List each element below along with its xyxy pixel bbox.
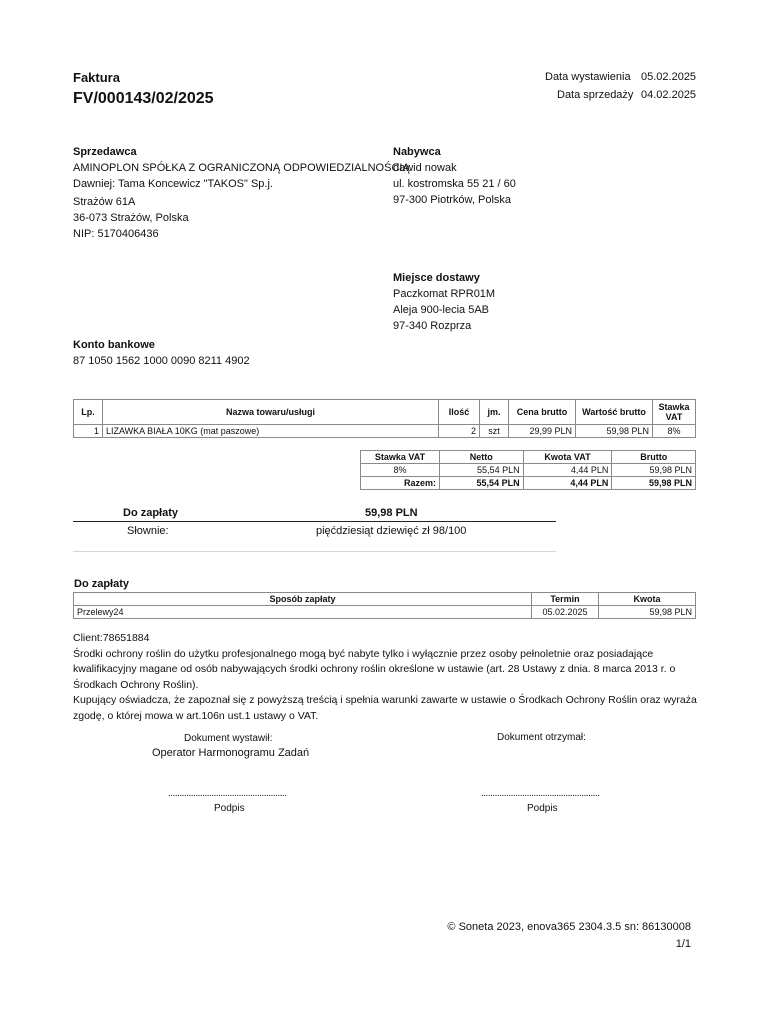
header-unit-price: Cena brutto (509, 400, 576, 425)
payment-amount: 59,98 PLN (599, 606, 696, 619)
vat-header-row (361, 451, 696, 464)
seller-city: 36-073 Strażów, Polska (73, 212, 189, 224)
item-lp: 1 (74, 425, 103, 438)
seller-nip: NIP: 5170406436 (73, 228, 159, 240)
buyer-city: 97-300 Piotrków, Polska (393, 194, 512, 206)
vat-rate: 8% (361, 464, 440, 477)
vat-net: 55,54 PLN (440, 464, 524, 477)
seller-name: AMINOPLON SPÓŁKA Z OGRANICZONĄ ODPOWIEDZIALNOŚCIĄ (73, 162, 410, 174)
table-row (74, 606, 696, 619)
signature-caption-receiver: Podpis (527, 803, 558, 814)
summary-divider (73, 521, 556, 522)
vat-header-vat: Kwota VAT (523, 451, 612, 464)
sale-date: 04.02.2025 (641, 89, 697, 101)
buyer-heading: Nabywca (393, 146, 441, 158)
item-name: LIZAWKA BIAŁA 10KG (mat paszowe) (103, 425, 439, 438)
delivery-line1: Paczkomat RPR01M (393, 288, 496, 300)
signature-caption-issuer: Podpis (214, 803, 245, 814)
to-pay-value: 59,98 PLN (365, 507, 418, 519)
received-label: Dokument otrzymał: (497, 732, 586, 743)
signature-line-receiver: .................................................... (481, 788, 600, 799)
vat-total-label: Razem: (361, 477, 440, 490)
header-vat-rate: Stawka VAT (653, 400, 696, 425)
vat-amount: 4,44 PLN (523, 464, 612, 477)
to-pay-label: Do zapłaty (123, 507, 179, 519)
buyer-name: dawid nowak (393, 162, 457, 174)
vat-gross: 59,98 PLN (612, 464, 696, 477)
delivery-line3: 97-340 Rozprza (393, 320, 472, 332)
bank-block (73, 337, 250, 369)
footer-software: © Soneta 2023, enova365 2304.3.5 sn: 86130008 (447, 921, 691, 933)
header-unit: jm. (480, 400, 509, 425)
issued-by: Operator Harmonogramu Zadań (152, 747, 310, 759)
issued-label: Dokument wystawił: (184, 733, 273, 744)
seller-former-name: Dawniej: Tama Koncewicz "TAKOS" Sp.j. (73, 178, 273, 190)
payment-header-row (74, 593, 696, 606)
header-lp: Lp. (74, 400, 103, 425)
vat-total-net: 55,54 PLN (440, 477, 524, 490)
item-unit-price: 29,99 PLN (509, 425, 576, 438)
table-row (74, 425, 696, 438)
delivery-block (393, 270, 495, 334)
bank-heading: Konto bankowe (73, 339, 155, 351)
delivery-line2: Aleja 900-lecia 5AB (393, 304, 490, 316)
vat-total-row (361, 477, 696, 490)
notes-paragraph-2: Kupujący oświadcza, że zapoznał się z powyższą treścią i spełnia warunki zawarte w ustawie o Środkach Ochrony Roślin oraz wyraża zgodę, o której mowa w art.106n ust.1 ustawy o VAT. (73, 694, 697, 722)
vat-header-gross: Brutto (612, 451, 696, 464)
payment-header-due: Termin (532, 593, 599, 606)
item-qty: 2 (439, 425, 480, 438)
items-header-row (74, 400, 696, 425)
item-unit: szt (480, 425, 509, 438)
vat-header-rate: Stawka VAT (361, 451, 440, 464)
item-gross-value: 59,98 PLN (576, 425, 653, 438)
bank-account: 87 1050 1562 1000 0090 8211 4902 (73, 355, 250, 367)
seller-block (73, 144, 410, 242)
item-vat-rate: 8% (653, 425, 696, 438)
payment-heading: Do zapłaty (74, 578, 130, 590)
invoice-label: Faktura (73, 70, 120, 85)
payment-method: Przelewy24 (74, 606, 532, 619)
sale-date-label: Data sprzedaży (557, 89, 634, 101)
header-name: Nazwa towaru/usługi (103, 400, 439, 425)
issue-date: 05.02.2025 (641, 71, 697, 83)
header-gross-value: Wartość brutto (576, 400, 653, 425)
invoice-number: FV/000143/02/2025 (73, 90, 214, 107)
vat-table (360, 450, 696, 490)
delivery-heading: Miejsce dostawy (393, 272, 480, 284)
signature-line-issuer: .................................................... (168, 788, 287, 799)
payment-due: 05.02.2025 (532, 606, 599, 619)
notes-block (73, 631, 698, 724)
words-value: pięćdziesiąt dziewięć zł 98/100 (316, 525, 467, 537)
client-id: Client:78651884 (73, 632, 150, 644)
table-row (361, 464, 696, 477)
page-number: 1/1 (675, 938, 691, 950)
vat-total-gross: 59,98 PLN (612, 477, 696, 490)
seller-street: Strażów 61A (73, 196, 136, 208)
items-table (73, 399, 696, 438)
payment-header-amount: Kwota (599, 593, 696, 606)
buyer-block (393, 144, 516, 208)
vat-header-net: Netto (440, 451, 524, 464)
notes-paragraph-1: Środki ochrony roślin do użytku profesjonalnego mogą być nabyte tylko i wyłącznie przez osoby pełnoletnie oraz posiadające kwalifikacyjny magane od osób nabywających środki ochrony roślin określone w ustawie (art. 28 Ustawy z dnia. 8 marca 2013 r. o Środkach Ochrony Roślin). (73, 647, 676, 691)
payment-table (73, 592, 696, 619)
header-qty: Ilość (439, 400, 480, 425)
issue-date-label: Data wystawienia (545, 71, 631, 83)
summary-underline (73, 551, 556, 552)
buyer-street: ul. kostromska 55 21 / 60 (393, 178, 516, 190)
vat-total-vat: 4,44 PLN (523, 477, 612, 490)
payment-header-method: Sposób zapłaty (74, 593, 532, 606)
seller-heading: Sprzedawca (73, 146, 137, 158)
words-label: Słownie: (127, 525, 169, 537)
